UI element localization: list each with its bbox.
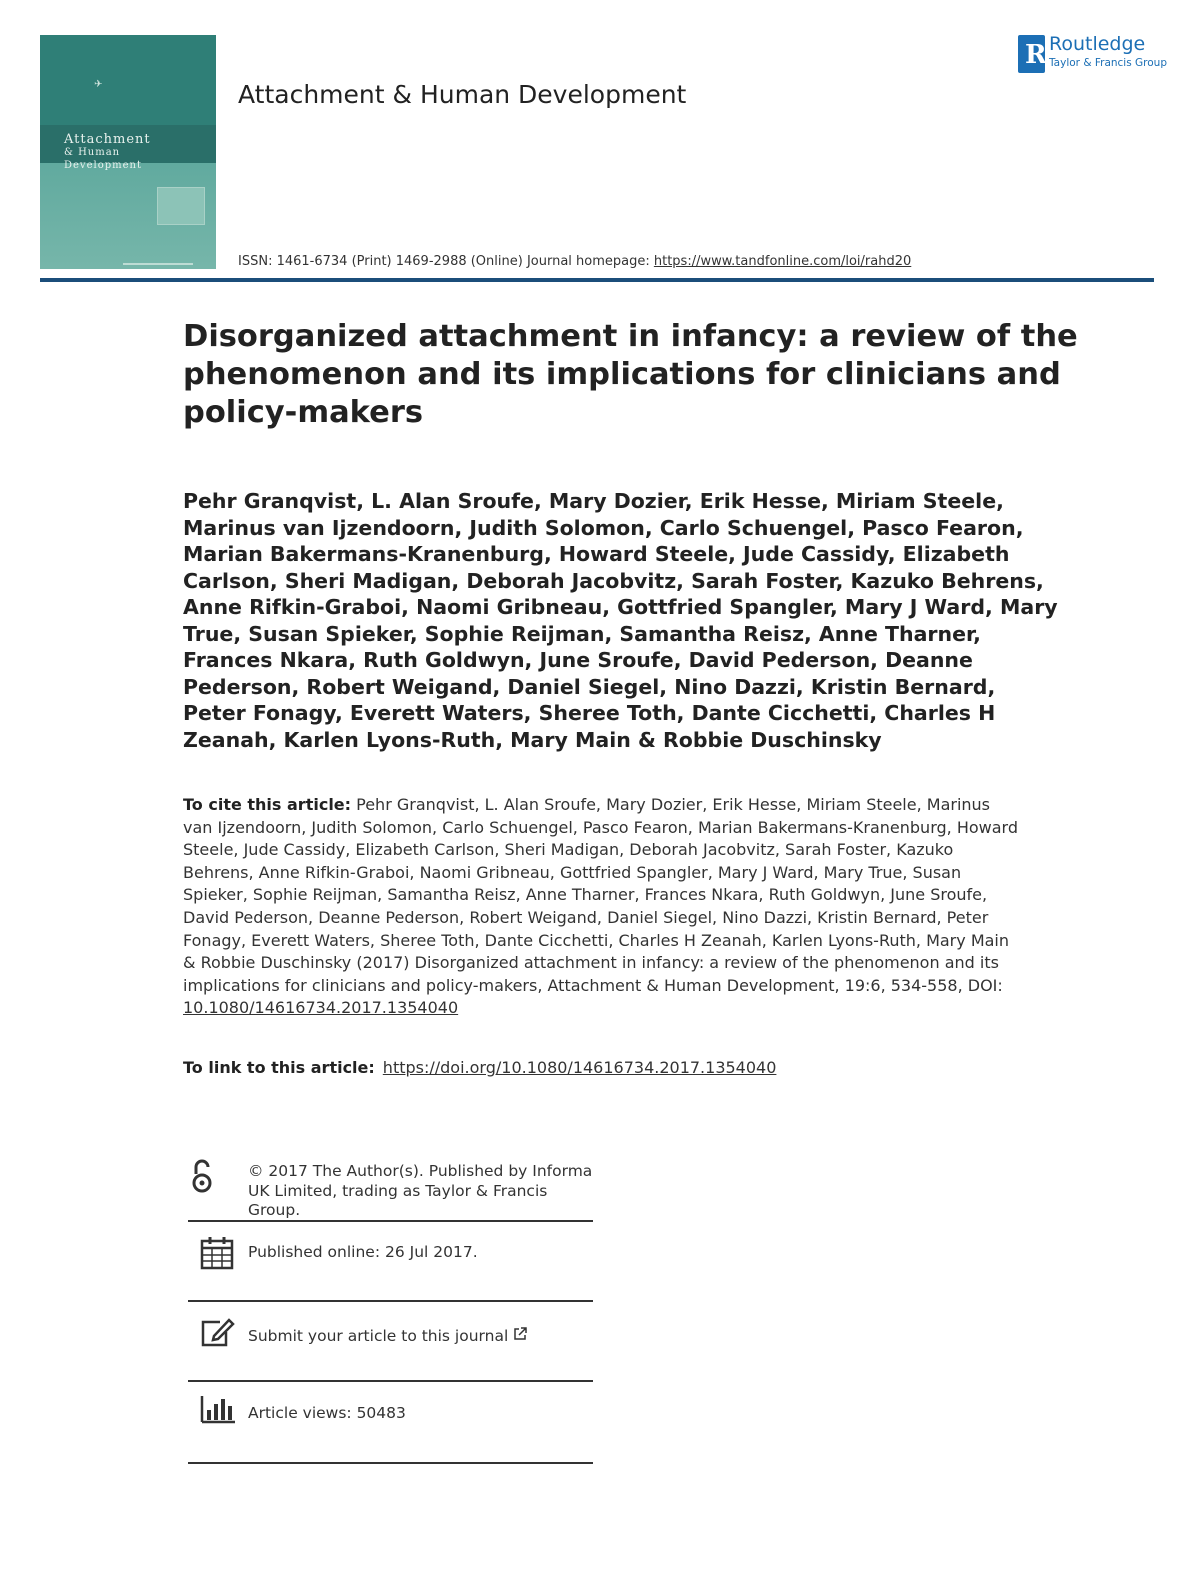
article-authors: Pehr Granqvist, L. Alan Sroufe, Mary Dozier, Erik Hesse, Miriam Steele, Marinus van Ijzendoorn, Judith Solomon, Carlo Schuengel, Pasco Fearon, Marian Bakermans-Kranenburg, Howard Steele, Jude Cassidy, Elizabeth Carlson, Sheri Madigan, Deborah Jacobvitz, Sarah Foster, Kazuko Behrens, Anne Rifkin-Graboi, Naomi Gribneau, Gottfried Spangler, Mary J Ward, Mary True, Susan Spieker, Sophie Reijman, Samantha Reisz, Anne Tharner, Frances Nkara, Ruth Goldwyn, June Sroufe, David Pederson, Deanne Pederson, Robert Weigand, Daniel Siegel, Nino Dazzi, Kristin Bernard, Peter Fonagy, Everett Waters, Sheree Toth, Dante Cicchetti, Charles H Zeanah, Karlen Lyons-Ruth, Mary Main & Robbie Duschinsky: [183, 489, 1058, 752]
issn-line: [238, 254, 911, 269]
journal-cover-image: [40, 35, 216, 269]
views-text: Article views: 50483: [248, 1404, 406, 1422]
cover-title-line: & Human: [64, 147, 121, 158]
published-text: Published online: 26 Jul 2017.: [248, 1243, 478, 1261]
info-divider: [188, 1220, 593, 1222]
open-access-row: [188, 1158, 593, 1218]
citation-label: To cite this article:: [183, 795, 352, 814]
info-divider: [188, 1462, 593, 1464]
external-link-icon: [513, 1327, 527, 1345]
routledge-mark-letter: R: [1025, 40, 1047, 70]
header-rule: [40, 278, 1154, 282]
publisher-name: Routledge: [1049, 33, 1146, 55]
cover-title-line: Attachment: [64, 132, 151, 147]
edit-icon: [200, 1316, 236, 1352]
cover-bird-icon: ✈: [94, 79, 103, 90]
article-link-line: [183, 1058, 776, 1077]
submit-link[interactable]: Submit your article to this journal: [248, 1327, 509, 1345]
routledge-logo[interactable]: [1018, 33, 1167, 75]
citation-text: Pehr Granqvist, L. Alan Sroufe, Mary Dozier, Erik Hesse, Miriam Steele, Marinus van Ijzendoorn, Judith Solomon, Carlo Schuengel, Pasco Fearon, Marian Bakermans-Kranenburg, Howard Steele, Jude Cassidy, Elizabeth Carlson, Sheri Madigan, Deborah Jacobvitz, Sarah Foster, Kazuko Behrens, Anne Rifkin-Graboi, Naomi Gribneau, Gottfried Spangler, Mary J Ward, Mary True, Susan Spieker, Sophie Reijman, Samantha Reisz, Anne Tharner, Frances Nkara, Ruth Goldwyn, June Sroufe, David Pederson, Deanne Pederson, Robert Weigand, Daniel Siegel, Nino Dazzi, Kristin Bernard, Peter Fonagy, Everett Waters, Sheree Toth, Dante Cicchetti, Charles H Zeanah, Karlen Lyons-Ruth, Mary Main & Robbie Duschinsky (2017) Disorganized attachment in infancy: a review of the phenomenon and its implications for clinicians and policy-makers, Attachment & Human Development, 19:6, 534-558, DOI:: [183, 795, 1018, 995]
cover-title: [64, 133, 204, 172]
views-row: [188, 1394, 593, 1434]
submit-text[interactable]: [248, 1327, 527, 1347]
cover-title-line: Development: [64, 160, 142, 171]
open-access-text: © 2017 The Author(s). Published by Informa UK Limited, trading as Taylor & Francis Group.: [248, 1162, 593, 1219]
journal-title: Attachment & Human Development: [238, 80, 687, 109]
calendar-icon: [200, 1236, 234, 1274]
cover-volume-block: [157, 187, 205, 225]
journal-homepage-link[interactable]: https://www.tandfonline.com/loi/rahd20: [653, 254, 912, 269]
info-divider: [188, 1300, 593, 1302]
cover-top-panel: [40, 35, 216, 125]
submit-row[interactable]: [188, 1316, 593, 1356]
info-divider: [188, 1380, 593, 1382]
article-doi-link[interactable]: https://doi.org/10.1080/14616734.2017.1354040: [382, 1058, 777, 1077]
article-link-label: To link to this article:: [183, 1058, 375, 1077]
bar-chart-icon: [200, 1394, 236, 1428]
published-row: [188, 1236, 593, 1276]
citation-doi-link[interactable]: 10.1080/14616734.2017.1354040: [183, 998, 459, 1018]
citation-block: [183, 794, 1023, 1020]
cover-editor-lines: [123, 263, 193, 269]
routledge-mark-icon: [1018, 35, 1045, 73]
article-title: Disorganized attachment in infancy: a review of the phenomenon and its implications for clinicians and policy-makers: [183, 319, 1078, 430]
open-access-icon: [188, 1158, 218, 1198]
publisher-group: Taylor & Francis Group: [1049, 57, 1167, 69]
issn-text: ISSN: 1461-6734 (Print) 1469-2988 (Online) Journal homepage:: [238, 254, 654, 269]
